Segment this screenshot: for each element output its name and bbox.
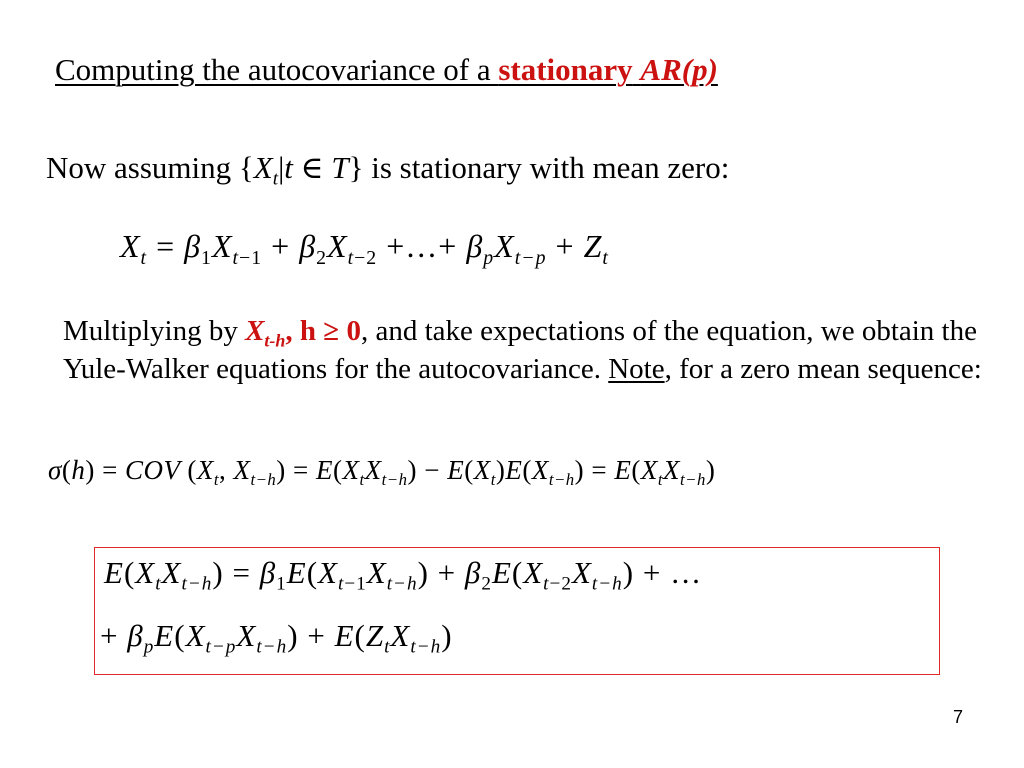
title-highlight-word: stationary [498,52,633,87]
para-part3: , for a zero mean sequence: [664,353,982,385]
intro-var: X [253,150,273,185]
para-var-sub: t-h [264,330,286,351]
para-part1: Multiplying by [63,315,246,347]
yule-walker-paragraph [63,312,983,388]
covariance-equation: σ(h) = COV ($X_t$, $X_{t-h}) = E(X_tX_{t-h}) - E(X_t)E(X_{t-h}) = E(X_tX_{t-h})$ [48,455,716,489]
intro-bar: | [278,150,285,185]
intro-text-after: } is stationary with mean zero: [348,150,730,185]
intro-element-of: ∈ [292,150,332,185]
yule-walker-line1: $E(X_tX_{t-h}) = \beta_1E(X_{t-1}X_{t-h}) + \beta_2E(X_{t-2}X_{t-h})$ + … [104,555,703,595]
title-highlight-model: AR(p) [640,52,718,87]
intro-t: t [284,150,293,185]
yule-walker-line2: + $\beta_pE(X_{t-p}X_{t-h}) + E(Z_tX_{t-h})$ [100,618,453,658]
intro-sentence [46,150,730,190]
para-var: X [245,315,265,347]
title-prefix: Computing the autocovariance of a [55,52,499,87]
slide-title [55,52,718,88]
para-condition: , h ≥ 0 [285,315,361,347]
intro-text-before: Now assuming { [46,150,254,185]
intro-set: T [331,150,349,185]
page-number: 7 [953,707,964,727]
para-note: Note [608,353,665,385]
intro-var-sub: t [272,168,279,190]
para-part2: , and take expectations of the equation, we obtain the Yule-Walker equations for the autocovariance. [63,315,977,385]
ar-model-equation: $X_t = \beta_1X_{t-1} + \beta_2X_{t-2}$ +…+ $\beta_pX_{t-p} + Z_t$ [120,228,609,269]
